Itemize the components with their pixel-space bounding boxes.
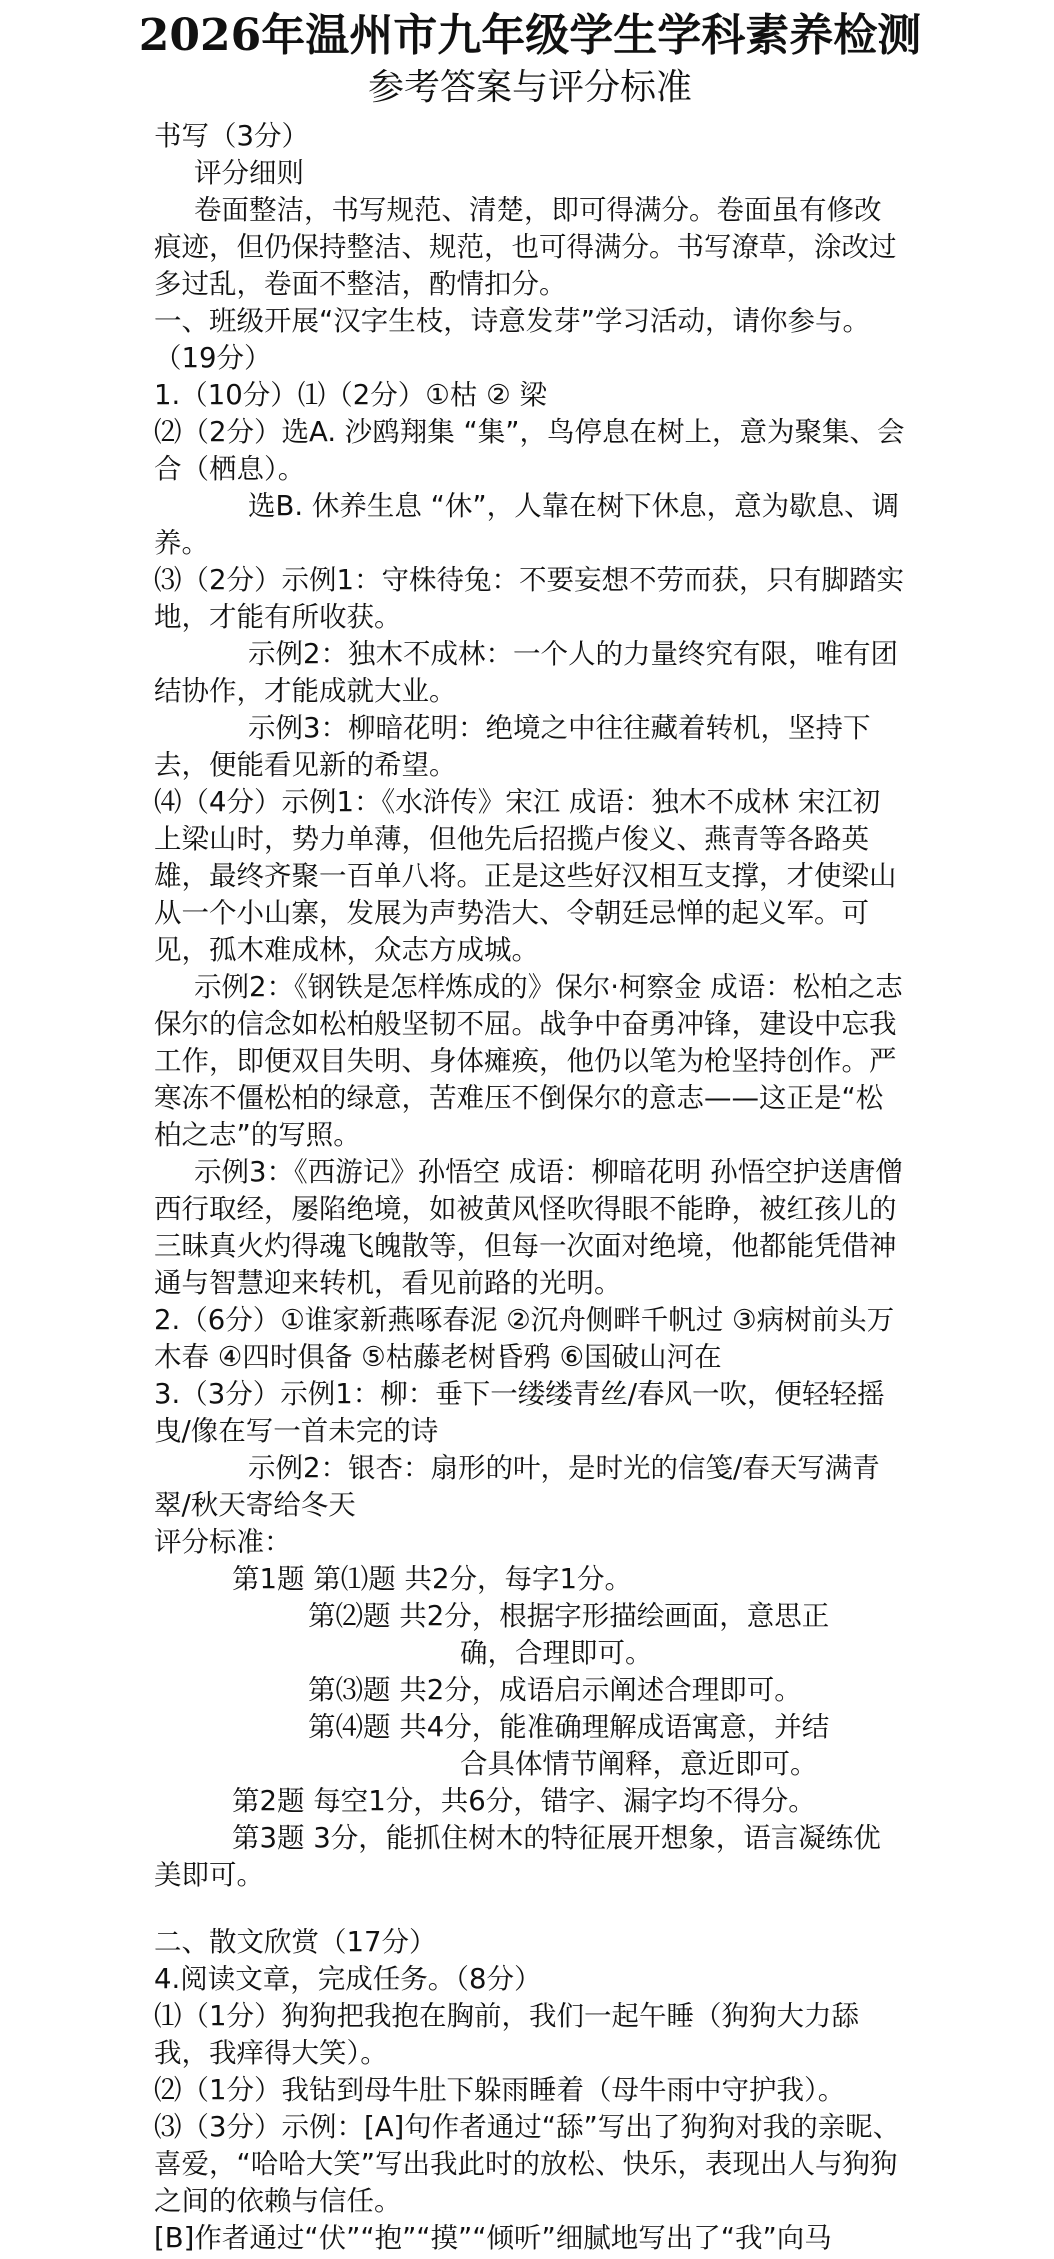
criteria-heading: 评分标准： [154,1526,292,1558]
writing-rules-heading: 评分细则 [194,157,304,189]
writing-rules-text: 卷面整洁，书写规范、清楚，即可得满分。卷面虽有修改痕迹，但仍保持整洁、规范，也可得满分。书写潦草，涂改过多过乱，卷面不整洁，酌情扣分。 [154,194,897,300]
q4-part1: ⑴（1分）狗狗把我抱在胸前，我们一起午睡（狗狗大力舔我，我痒得大笑）。 [154,2000,859,2069]
q1-part4-example3: 示例3：《西游记》孙悟空 成语：柳暗花明 孙悟空护送唐僧西行取经，屡陷绝境，如被黄风怪吹得眼不能睁，被红孩儿的三昧真火灼得魂飞魄散等，但每一次面对绝境，他都能凭借神通与智慧迎来转机，看见前路的光明。 [154,1156,903,1299]
q1-part4-example2: 示例2：《钢铁是怎样炼成的》保尔·柯察金 成语：松柏之志 保尔的信念如松柏般坚韧不屈。战争中奋勇冲锋，建设中忘我工作，即便双目失明、身体瘫痪，他仍以笔为枪坚持创作。严寒冻不僵松柏的绿意，苦难压不倒保尔的意志——这正是“松柏之志”的写照。 [154,971,903,1151]
q1-part3-example3: 示例3：柳暗花明：绝境之中往往藏着转机，坚持下去，便能看见新的希望。 [154,712,871,781]
q1-part4-example1: ⑷（4分）示例1：《水浒传》宋江 成语：独木不成林 宋江初上梁山时，势力单薄，但他先后招揽卢俊义、燕青等各路英雄，最终齐聚一百单八将。正是这些好汉相互支撑，才使梁山从一个小山寨，发展为声势浩大、令朝廷忌惮的起义军。可见，孤木难成林，众志方成城。 [154,786,897,966]
section1-heading: 一、班级开展“汉字生枝，诗意发芽”学习活动，请你参与。（19分） [154,305,870,374]
section2-heading: 二、散文欣赏（17分） [154,1926,437,1958]
q4-part3-b: [B]作者通过“伏”“抱”“摸”“倾听”细腻地写出了“我”向马 [154,2222,832,2254]
q1-part2-option-a: ⑵（2分）选A. 沙鸥翔集 “集”，鸟停息在树上，意为聚集、会合（栖息）。 [154,416,905,485]
q1-part3-example2: 示例2：独木不成林：一个人的力量终究有限，唯有团结协作，才能成就大业。 [154,638,898,707]
criteria-q3: 第3题 3分，能抓住树木的特征展开想象，语言凝练优美即可。 [154,1822,881,1891]
criteria-q2: 第2题 每空1分，共6分，错字、漏字均不得分。 [232,1785,816,1817]
writing-heading: 书写（3分） [154,120,309,152]
q4-part2: ⑵（1分）我钻到母牛肚下躲雨睡着（母牛雨中守护我）。 [154,2074,846,2106]
q4-intro: 4.阅读文章，完成任务。（8分） [154,1963,542,1995]
criteria-q1-3: 第⑶题 共2分，成语启示阐述合理即可。 [308,1674,802,1706]
criteria-q1-1: 第1题 第⑴题 共2分，每字1分。 [232,1563,632,1595]
criteria-q1-4: 第⑷题 共4分，能准确理解成语寓意，并结 合具体情节阐释，意近即可。 [308,1711,830,1780]
q1-part2-option-b: 选B. 休养生息 “休”，人靠在树下休息，意为歇息、调养。 [154,490,900,559]
q2-answers: 2.（6分）①谁家新燕啄春泥 ②沉舟侧畔千帆过 ③病树前头万木春 ④四时俱备 ⑤枯藤老树昏鸦 ⑥国破山河在 [154,1304,895,1373]
page-subtitle: 参考答案与评分标准 [367,67,692,108]
q3-example1: 3.（3分）示例1：柳：垂下一缕缕青丝/春风一吹，便轻轻摇曳/像在写一首未完的诗 [154,1378,885,1447]
page-title: 2026年温州市九年级学生学科素养检测 [138,10,922,61]
q1-part3-example1: ⑶（2分）示例1：守株待兔：不要妄想不劳而获，只有脚踏实地，才能有所收获。 [154,564,904,633]
q3-example2: 示例2：银杏：扇形的叶，是时光的信笺/春天写满青翠/秋天寄给冬天 [154,1452,880,1521]
criteria-q1-2: 第⑵题 共2分，根据字形描绘画面，意思正 确，合理即可。 [308,1600,830,1669]
q4-part3: ⑶（3分）示例：[A]句作者通过“舔”写出了狗狗对我的亲昵、喜爱，“哈哈大笑”写出我此时的放松、快乐，表现出人与狗狗之间的依赖与信任。 [154,2111,901,2217]
q1-part1: 1.（10分）⑴（2分）①枯 ② 梁 [154,379,548,411]
